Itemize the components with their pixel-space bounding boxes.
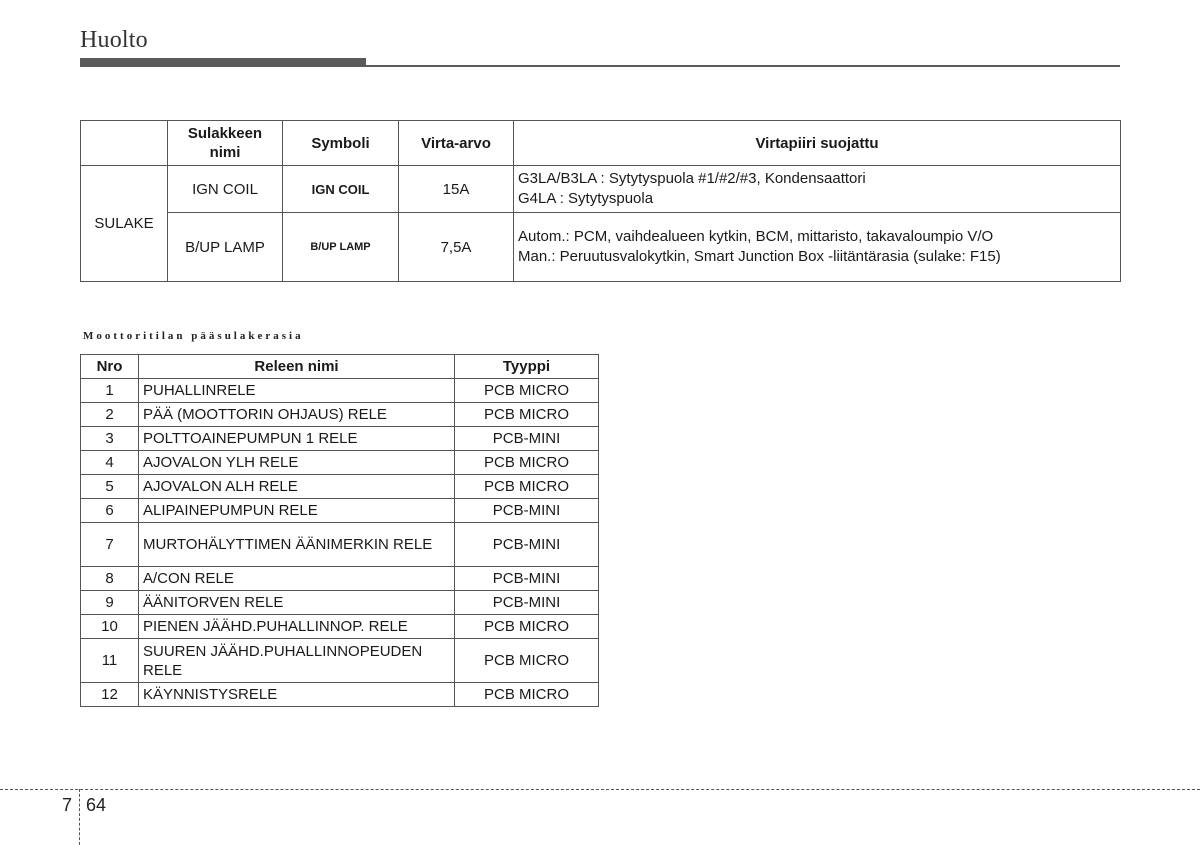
fuse-header-rating: Virta-arvo xyxy=(399,121,514,166)
relay-name: ÄÄNITORVEN RELE xyxy=(139,591,455,615)
relay-type: PCB-MINI xyxy=(455,591,599,615)
relay-type: PCB MICRO xyxy=(455,639,599,683)
relay-name: AJOVALON YLH RELE xyxy=(139,451,455,475)
fuse-table-header xyxy=(81,121,1121,166)
fuse-circuit xyxy=(514,166,1121,213)
relay-table-header xyxy=(81,355,599,379)
relay-type: PCB MICRO xyxy=(455,615,599,639)
fuse-name: B/UP LAMP xyxy=(168,213,283,282)
header-rule xyxy=(80,65,1120,67)
fuse-group-label: SULAKE xyxy=(81,166,168,282)
fuse-circuit-line: Autom.: PCM, vaihdealueen kytkin, BCM, mittaristo, takavaloumpio V/O xyxy=(518,228,994,245)
relay-no: 8 xyxy=(81,567,139,591)
section-title: Moottoritilan pääsulakerasia xyxy=(83,330,304,342)
relay-name: AJOVALON ALH RELE xyxy=(139,475,455,499)
fuse-circuit-line: G4LA : Sytytyspuola xyxy=(518,190,654,207)
fuse-circuit xyxy=(514,213,1121,282)
fuse-symbol: IGN COIL xyxy=(283,166,399,213)
table-row xyxy=(81,475,599,499)
relay-name: SUUREN JÄÄHD.PUHALLINNOPEUDEN RELE xyxy=(139,639,455,683)
relay-type: PCB MICRO xyxy=(455,475,599,499)
relay-no: 3 xyxy=(81,427,139,451)
table-row xyxy=(81,379,599,403)
relay-no: 6 xyxy=(81,499,139,523)
table-row xyxy=(81,683,599,707)
relay-no: 10 xyxy=(81,615,139,639)
relay-type: PCB-MINI xyxy=(455,523,599,567)
fuse-header-symbol: Symboli xyxy=(283,121,399,166)
relay-type: PCB-MINI xyxy=(455,567,599,591)
fuse-header-name: Sulakkeen nimi xyxy=(168,121,283,166)
table-row xyxy=(81,213,1121,282)
relay-no: 5 xyxy=(81,475,139,499)
relay-header-type: Tyyppi xyxy=(455,355,599,379)
relay-name: PUHALLINRELE xyxy=(139,379,455,403)
table-row xyxy=(81,166,1121,213)
relay-name: POLTTOAINEPUMPUN 1 RELE xyxy=(139,427,455,451)
relay-type: PCB-MINI xyxy=(455,427,599,451)
page-title: Huolto xyxy=(80,27,148,53)
relay-type: PCB MICRO xyxy=(455,379,599,403)
fuse-symbol: B/UP LAMP xyxy=(283,213,399,282)
fuse-name: IGN COIL xyxy=(168,166,283,213)
table-row xyxy=(81,499,599,523)
relay-table xyxy=(80,354,599,707)
relay-name: ALIPAINEPUMPUN RELE xyxy=(139,499,455,523)
fuse-header-group xyxy=(81,121,168,166)
footer-rule xyxy=(0,789,1200,790)
table-row xyxy=(81,523,599,567)
fuse-rating: 15A xyxy=(399,166,514,213)
relay-name: KÄYNNISTYSRELE xyxy=(139,683,455,707)
fuse-header-circuit: Virtapiiri suojattu xyxy=(514,121,1121,166)
relay-type: PCB-MINI xyxy=(455,499,599,523)
fuse-rating: 7,5A xyxy=(399,213,514,282)
relay-header-name: Releen nimi xyxy=(139,355,455,379)
relay-name: MURTOHÄLYTTIMEN ÄÄNIMERKIN RELE xyxy=(139,523,455,567)
relay-no: 11 xyxy=(81,639,139,683)
relay-no: 2 xyxy=(81,403,139,427)
fuse-circuit-line: G3LA/B3LA : Sytytyspuola #1/#2/#3, Kondensaattori xyxy=(518,170,866,187)
fuse-circuit-line: Man.: Peruutusvalokytkin, Smart Junction Box -liitäntärasia (sulake: F15) xyxy=(518,248,1001,265)
relay-no: 12 xyxy=(81,683,139,707)
table-row xyxy=(81,403,599,427)
relay-type: PCB MICRO xyxy=(455,451,599,475)
relay-no: 7 xyxy=(81,523,139,567)
table-row xyxy=(81,639,599,683)
relay-name: PÄÄ (MOOTTORIN OHJAUS) RELE xyxy=(139,403,455,427)
table-row xyxy=(81,427,599,451)
relay-type: PCB MICRO xyxy=(455,683,599,707)
relay-type: PCB MICRO xyxy=(455,403,599,427)
relay-name: PIENEN JÄÄHD.PUHALLINNOP. RELE xyxy=(139,615,455,639)
table-row xyxy=(81,451,599,475)
table-row xyxy=(81,615,599,639)
footer-divider xyxy=(79,789,80,845)
relay-no: 4 xyxy=(81,451,139,475)
relay-header-no: Nro xyxy=(81,355,139,379)
table-row xyxy=(81,567,599,591)
table-row xyxy=(81,591,599,615)
relay-no: 9 xyxy=(81,591,139,615)
page-number: 64 xyxy=(86,795,107,815)
relay-no: 1 xyxy=(81,379,139,403)
chapter-number: 7 xyxy=(62,795,73,815)
fuse-table xyxy=(80,120,1121,282)
relay-name: A/CON RELE xyxy=(139,567,455,591)
